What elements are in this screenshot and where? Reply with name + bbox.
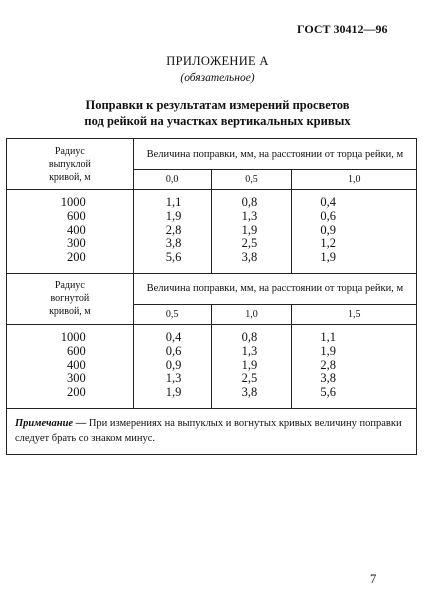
concave-value: 0,4 [165,329,182,344]
concave-value: 3,8 [241,385,258,400]
concave-value: 1,3 [165,371,182,386]
convex-distance: 0,0 [133,170,211,190]
table-note [7,408,417,454]
convex-value: 1,9 [320,250,336,265]
concave-value: 2,8 [320,357,336,372]
concave-radius-label [7,273,134,324]
appendix-title: ПРИЛОЖЕНИЕ А [166,54,269,68]
convex-value: 1,2 [320,236,336,251]
convex-correction-header: Величина поправки, мм, на расстоянии от торца рейки, м [133,139,416,170]
concave-value: 3,8 [320,371,336,386]
table-heading-line-2: под рейкой на участках вертикальных кривых [84,114,351,128]
note-row [7,408,417,454]
convex-value: 3,8 [241,250,258,265]
label-line: вогнутой [50,293,90,305]
convex-radius-column [7,190,134,274]
concave-value: 5,6 [320,385,336,400]
convex-value: 0,6 [320,208,336,223]
convex-value: 1,3 [241,208,258,223]
convex-value: 3,8 [165,236,182,251]
concave-radius: 600 [66,343,86,358]
convex-radius: 300 [66,236,86,251]
table-heading [30,97,405,129]
label-line: кривой, м [49,171,91,183]
concave-radius: 400 [66,357,86,372]
convex-values-col-2 [211,190,292,274]
appendix-subtitle: (обязательное) [180,72,255,84]
convex-value: 0,8 [241,195,258,209]
convex-value: 0,9 [320,222,336,237]
convex-header-row [7,139,417,170]
convex-value: 5,6 [165,250,182,265]
concave-value: 0,8 [241,329,258,344]
table-heading-line-1: Поправки к результатам измерений просветов [85,98,350,112]
concave-value: 2,5 [241,371,258,386]
convex-value: 2,8 [165,222,182,237]
label-line: выпуклой [48,158,91,170]
page-number: 7 [370,572,377,586]
convex-value: 1,9 [241,222,258,237]
note-text: При измерениях на выпуклых и вогнутых кривых величину поправки следует брать со знаком минус. [15,417,402,444]
concave-distance: 1,0 [211,304,292,324]
note-label: Примечание — [15,417,87,429]
concave-radius: 200 [66,385,86,400]
corrections-table [6,138,417,455]
label-line: Радиус [54,280,85,292]
convex-values-col-3 [292,190,417,274]
convex-value: 0,4 [320,195,336,209]
concave-value: 1,9 [241,357,258,372]
concave-values-col-1 [133,324,211,408]
convex-values-col-1 [133,190,211,274]
convex-value: 1,9 [165,208,182,223]
concave-header-row [7,273,417,304]
concave-data-row [7,324,417,408]
concave-distance: 0,5 [133,304,211,324]
concave-value: 1,1 [320,329,336,344]
convex-radius: 200 [66,250,86,265]
concave-radius: 1000 [60,329,86,344]
concave-radius: 300 [66,371,86,386]
concave-value: 0,9 [165,357,182,372]
convex-data-row [7,190,417,274]
convex-distance: 1,0 [292,170,417,190]
concave-value: 0,6 [165,343,182,358]
convex-radius: 400 [66,222,86,237]
label-line: Радиус [54,145,85,157]
concave-value: 1,9 [165,385,182,400]
convex-value: 1,1 [165,195,182,209]
concave-distance: 1,5 [292,304,417,324]
concave-values-col-2 [211,324,292,408]
concave-radius-column [7,324,134,408]
concave-values-col-3 [292,324,417,408]
concave-correction-header: Величина поправки, мм, на расстоянии от торца рейки, м [133,273,416,304]
concave-value: 1,9 [320,343,336,358]
concave-value: 1,3 [241,343,258,358]
convex-radius: 1000 [60,195,86,209]
standard-code: ГОСТ 30412—96 [297,22,388,36]
convex-distance: 0,5 [211,170,292,190]
convex-value: 2,5 [241,236,258,251]
convex-radius-label [7,139,134,190]
convex-radius: 600 [66,208,86,223]
label-line: кривой, м [49,306,91,318]
